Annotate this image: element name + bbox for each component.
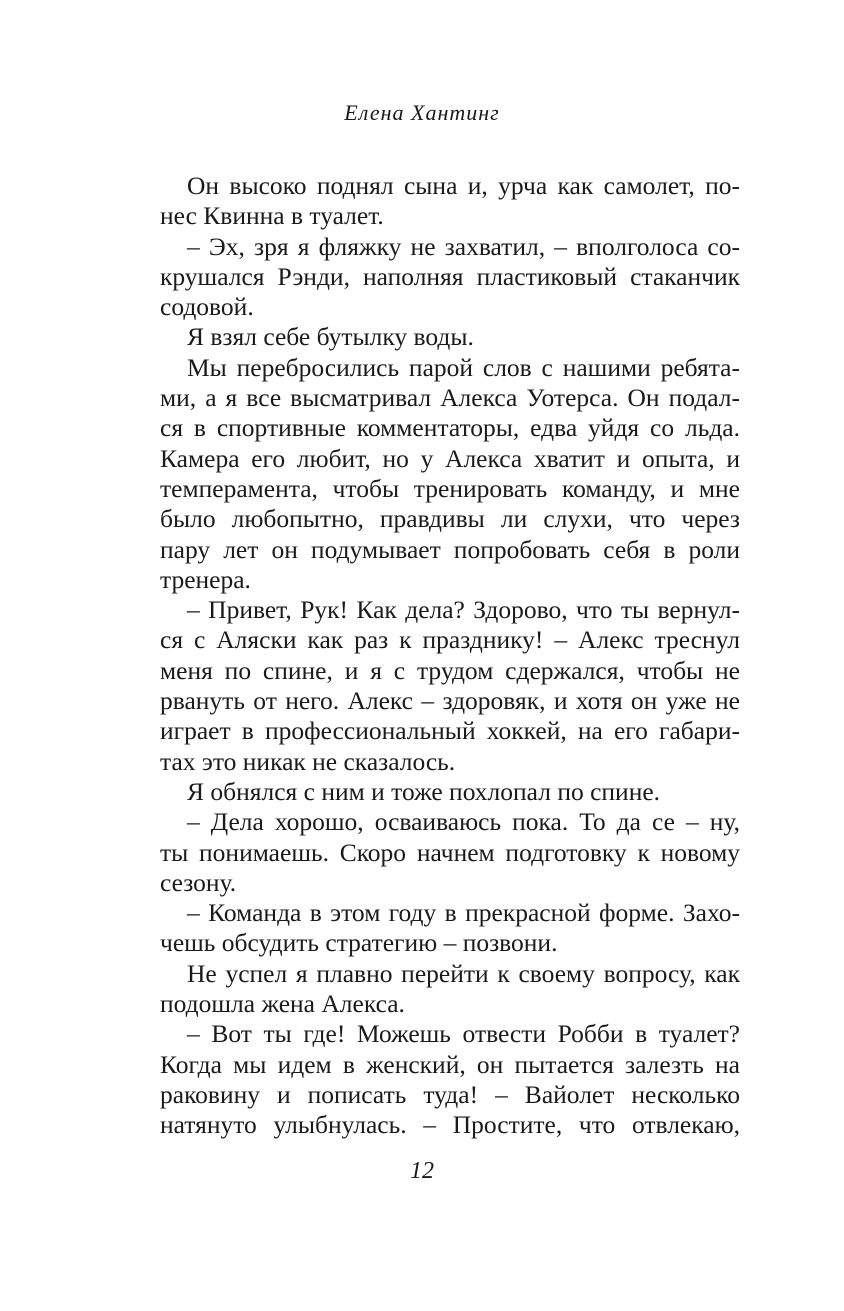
text-line: рвануть от него. Алекс – здоровяк, и хотя он уже не	[160, 686, 740, 716]
text-line: раковину и пописать туда! – Вайолет несколько	[160, 1079, 740, 1109]
text-line: Не успел я плавно перейти к своему вопросу, как	[187, 958, 740, 988]
text-line: подошла жена Алекса.	[160, 989, 405, 1019]
text-line: играет в профессиональный хоккей, на его габари-	[160, 716, 740, 746]
text-line: Камера его любит, но у Алекса хватит и опыта, и	[160, 443, 740, 473]
text-line: ми, а я все высматривал Алекса Уотерса. Он подал-	[160, 383, 740, 413]
text-line: темперамента, чтобы тренировать команду, и мне	[160, 473, 740, 503]
text-line: ся в спортивные комментаторы, едва уйдя со льда.	[160, 413, 740, 443]
text-line: Он высоко поднял сына и, урча как самолет, по-	[187, 171, 740, 200]
text-line: сезону.	[160, 867, 237, 897]
text-line: Мы перебросились парой слов с нашими ребята-	[187, 352, 740, 382]
text-line: пару лет он подумывает попробовать себя в роли	[160, 534, 740, 564]
text-line: ты понимаешь. Скоро начнем подготовку к новому	[160, 837, 740, 867]
text-line: содовой.	[160, 292, 254, 322]
text-line: ся с Аляски как раз к празднику! – Алекс треснул	[160, 625, 740, 655]
text-line: тренера.	[160, 564, 251, 594]
text-line: – Привет, Рук! Как дела? Здорово, что ты вернул-	[187, 595, 740, 625]
body-text	[160, 171, 740, 1141]
text-line: крушался Рэнди, наполняя пластиковый стаканчик	[160, 261, 740, 291]
text-line: нес Квинна в туалет.	[160, 201, 384, 231]
text-line: меня по спине, и я с трудом сдержался, чтобы не	[160, 655, 740, 685]
text-line: тах это никак не сказалось.	[160, 746, 456, 776]
text-line: – Эх, зря я фляжку не захватил, – вполголоса со-	[187, 231, 740, 261]
text-line: чешь обсудить стратегию – позвони.	[160, 928, 558, 958]
text-line: – Вот ты где! Можешь отвести Робби в туалет?	[187, 1019, 740, 1049]
text-line: Когда мы идем в женский, он пытается залезть на	[160, 1049, 740, 1079]
text-line: было любопытно, правдивы ли слухи, что через	[160, 504, 740, 534]
text-line: натянуто улыбнулась. – Простите, что отвлекаю,	[160, 1110, 740, 1140]
page-number: 12	[410, 1158, 434, 1184]
text-line: – Команда в этом году в прекрасной форме. Захо-	[187, 898, 740, 928]
running-head: Елена Хантинг	[344, 100, 500, 125]
text-line: Я обнялся с ним и тоже похлопал по спине.	[187, 776, 661, 806]
text-line: Я взял себе бутылку воды.	[187, 322, 474, 352]
text-line: – Дела хорошо, осваиваюсь пока. То да се – ну,	[187, 807, 740, 837]
